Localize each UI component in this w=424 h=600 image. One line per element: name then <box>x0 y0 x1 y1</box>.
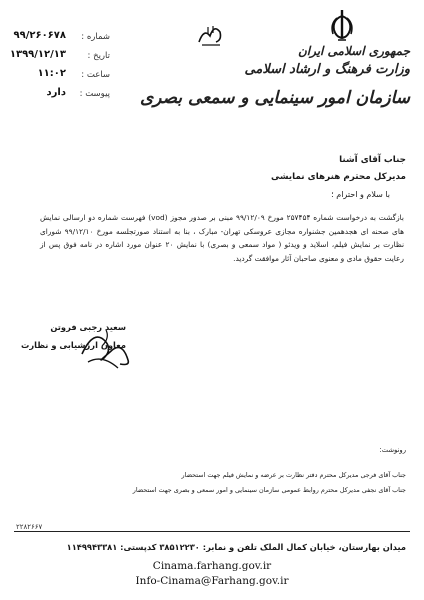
meta-number-value: ۹۹/۲۶۰۶۷۸ <box>13 30 66 41</box>
document-number: ۲۲۸۲۶۶۷ <box>16 523 43 531</box>
meta-number-label: شماره : <box>81 32 110 42</box>
signer-title: معاون ارزشیابی و نظارت <box>21 340 126 350</box>
letter-meta <box>9 30 110 106</box>
meta-date-label: تاریخ : <box>87 51 110 61</box>
addressee-name: جناب آقای آشنا <box>339 155 406 165</box>
signer-name: سعید رجبی فروتن <box>50 322 126 332</box>
signature-block <box>16 318 126 354</box>
meta-time-label: ساعت : <box>81 70 110 80</box>
meta-time-value: ۱۱:۰۲ <box>37 68 66 79</box>
footer-website: Cinama.farhang.gov.ir <box>152 560 272 572</box>
meta-attachment-value: دارد <box>46 87 66 98</box>
salutation: با سلام و احترام ؛ <box>331 190 390 199</box>
meta-time <box>14 68 110 87</box>
org-agency: سازمان امور سینمایی و سمعی بصری <box>139 88 410 108</box>
cc-item: جناب آقای نجفی مدیرکل محترم روابط عمومی سازمان سینمایی و امور سمعی و بصری جهت استحضار <box>132 486 406 494</box>
addressee-title: مدیرکل محترم هنرهای نمایشی <box>270 172 406 182</box>
meta-date-value: ۱۳۹۹/۱۲/۱۳ <box>9 49 66 60</box>
footer-divider <box>14 531 410 532</box>
meta-attachment-label: پیوست : <box>79 89 110 99</box>
cc-item: جناب آقای فرجی مدیرکل محترم دفتر نظارت بر عرضه و نمایش فیلم جهت استحضار <box>181 471 406 479</box>
besmeh-calligraphy <box>196 22 226 48</box>
org-country: جمهوری اسلامی ایران <box>297 44 410 58</box>
addressee <box>271 152 406 186</box>
footer-email: Info-Cinama@Farhang.gov.ir <box>135 575 289 587</box>
letter-body: بازگشت به درخواست شماره ۲۵۷۴۵۴ مورخ ۹۹/۱۲/۰۹ مبنی بر صدور مجوز (vod) فهرست شماره دو ارسالی نمایش های صحنه ای هجدهمین جشنواره مجازی عروسکی تهران- مبارک ، بنا به استناد صورتجلسه مورخ ۹۹/۱۲/۱۰ شورای نظارت بر نمایش فیلم، اسلاید و ویدئو ( مواد سمعی و بصری) با نمایش ۲۰ عنوان مورد اشاره در نامه فوق پس از رعایت حقوق مادی و معنوی صاحبان آثار موافقت گردید. <box>40 213 404 263</box>
iran-emblem-icon <box>327 8 357 42</box>
footer-address: میدان بهارستان، خیابان کمال الملک تلفن و نمابر: ۳۸۵۱۲۲۳۰ کدپستی: ۱۱۴۹۹۴۳۳۸۱ <box>66 542 406 552</box>
cc-title: رونوشت: <box>379 446 406 454</box>
meta-attachment <box>14 87 110 106</box>
meta-number <box>14 30 110 49</box>
org-ministry: وزارت فرهنگ و ارشاد اسلامی <box>244 62 410 77</box>
meta-date <box>9 49 110 68</box>
